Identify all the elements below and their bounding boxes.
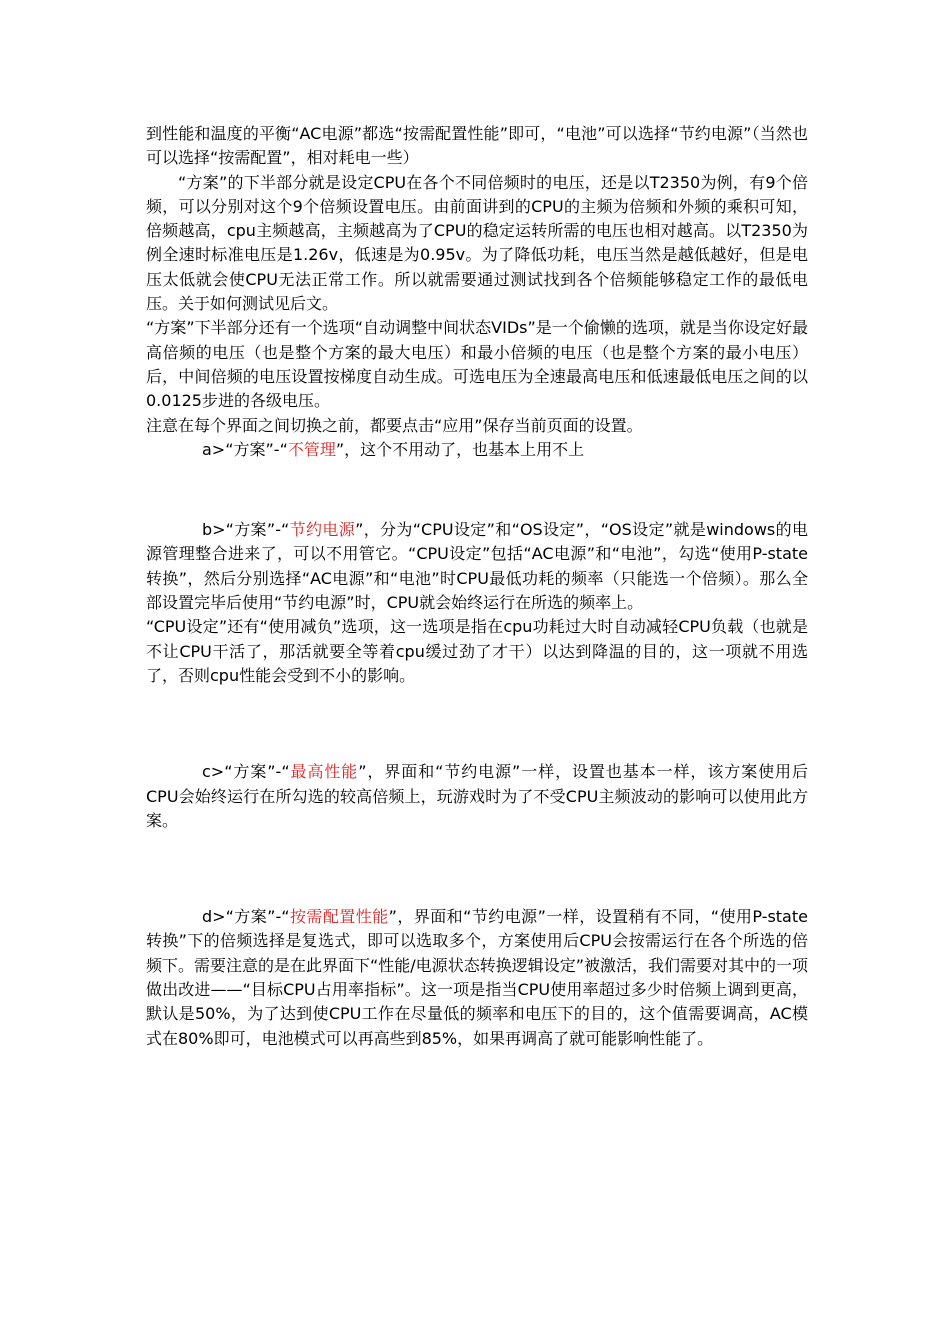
document-body (146, 122, 808, 1051)
section-d-prefix: d>“方案”-“ (202, 907, 290, 927)
section-a (146, 438, 808, 462)
section-d-text: ”，界面和“节约电源”一样，设置稍有不同，“使用P-state转换”下的倍频选择是复选式，即可以选取多个，方案使用后CPU会按需运行在各个所选的倍频下。需要注意的是在此界面下“性能/电源状态转换逻辑设定”被激活，我们需要对其中的一项做出改进——“目标CPU占用率指标”。这一项是指当CPU使用率超过多少时倍频上调到更高，默认是50%，为了达到使CPU工作在尽量低的频率和电压下的目的，这个值需要调高，AC模式在80%即可，电池模式可以再高些到85%，如果再调高了就可能影响性能了。 (146, 907, 808, 1048)
section-b-title: 节约电源 (289, 520, 356, 540)
paragraph-balance: 到性能和温度的平衡“AC电源”都选“按需配置性能”即可，“电池”可以选择“节约电源”（当然也可以选择“按需配置”，相对耗电一些） (146, 124, 808, 168)
section-b-prefix: b>“方案”-“ (202, 520, 290, 540)
section-c (146, 760, 808, 833)
section-a-title: 不管理 (287, 439, 336, 459)
section-d-title: 按需配置性能 (289, 907, 389, 927)
paragraph-apply-note: 注意在每个界面之间切换之前，都要点击“应用”保存当前页面的设置。 (146, 415, 643, 435)
section-b-text: ”，分为“CPU设定”和“OS设定”，“OS设定”就是windows的电源管理整合进来了，可以不用管它。“CPU设定”包括“AC电源”和“电池”，勾选“使用P-state转换”，然后分别选择“AC电源”和“电池”时CPU最低功耗的频率（只能选一个倍频）。那么全部设置完毕后使用“节约电源”时，CPU就会始终运行在所选的频率上。 (146, 520, 808, 613)
section-a-text: ”，这个不用动了，也基本上用不上 (335, 439, 585, 459)
section-c-text: ”，界面和“节约电源”一样，设置也基本一样，该方案使用后CPU会始终运行在所勾选的较高倍频上，玩游戏时为了不受CPU主频波动的影响可以使用此方案。 (146, 762, 808, 830)
section-c-prefix: c>“方案”-“ (202, 762, 290, 782)
section-a-prefix: a>“方案”-“ (202, 439, 288, 459)
section-b (146, 518, 808, 615)
paragraph-reduce-load: “CPU设定”还有“使用减负”选项，这一选项是指在cpu功耗过大时自动减轻CPU负载（也就是不让CPU干活了，那活就要全等着cpu缓过劲了才干）以达到降温的目的，这一项就不用选了，否则cpu性能会受到不小的影响。 (146, 617, 808, 685)
paragraph-voltage: “方案”的下半部分就是设定CPU在各个不同倍频时的电压，还是以T2350为例，有9个倍频，可以分别对这个9个倍频设置电压。由前面讲到的CPU的主频为倍频和外频的乘积可知，倍频越高，cpu主频越高，主频越高为了CPU的稳定运转所需的电压也相对越高。以T2350为例全速时标准电压是1.26v，低速是为0.95v。为了降低功耗，电压当然是越低越好，但是电压太低就会使CPU无法正常工作。所以就需要通过测试找到各个倍频能够稳定工作的最低电压。关于如何测试见后文。 (146, 172, 808, 314)
paragraph-auto-vid: “方案”下半部分还有一个选项“自动调整中间状态VIDs”是一个偷懒的选项，就是当你设定好最高倍频的电压（也是整个方案的最大电压）和最小倍频的电压（也是整个方案的最小电压）后，中间倍频的电压设置按梯度自动生成。可选电压为全速最高电压和低速最低电压之间的以0.0125步进的各级电压。 (146, 318, 808, 411)
section-c-title: 最高性能 (289, 762, 359, 782)
section-d (146, 905, 808, 1051)
